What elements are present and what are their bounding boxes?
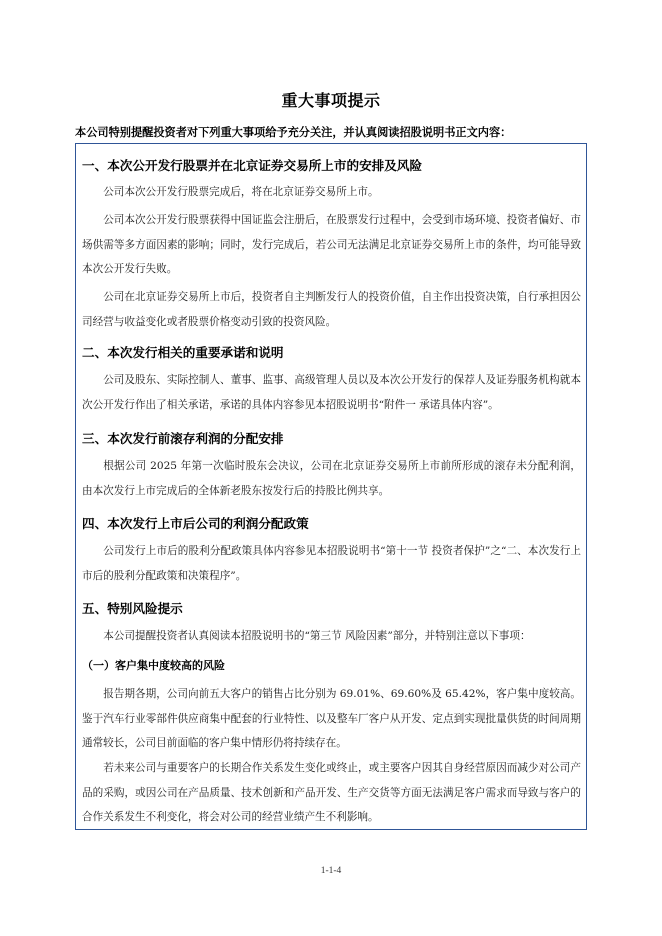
section-1-paragraph-1: 公司本次公开发行股票完成后，将在北京证券交易所上市。	[103, 186, 379, 198]
page-title: 重大事项提示	[281, 91, 381, 110]
section-3-paragraph-1: 根据公司 2025 年第一次临时股东会决议，公司在北京证券交易所上市前所形成的滚存未分配利润，由本次发行上市完成后的全体新老股东按发行后的持股比例共享。	[82, 460, 581, 497]
section-heading-5: 五、特别风险提示	[82, 601, 183, 616]
section-2-paragraph-1: 公司及股东、实际控制人、董事、监事、高级管理人员以及本次公开发行的保荐人及证券服务机构就本次公开发行作出了相关承诺，承诺的具体内容参见本招股说明书“附件一 承诺具体内容”。	[82, 374, 581, 411]
section-1-paragraph-2: 公司本次公开发行股票获得中国证监会注册后，在股票发行过程中，会受到市场环境、投资者偏好、市场供需等多方面因素的影响；同时，发行完成后，若公司无法满足北京证券交易所上市的条件，均可能导致本次公开发行失败。	[82, 214, 581, 276]
section-heading-4: 四、本次发行上市后公司的利润分配政策	[82, 516, 309, 531]
page-number: 1-1-4	[320, 866, 342, 876]
section-5-paragraph-1: 本公司提醒投资者认真阅读本招股说明书的“第三节 风险因素”部分，并特别注意以下事项：	[103, 630, 531, 642]
section-heading-3: 三、本次发行前滚存利润的分配安排	[82, 431, 284, 446]
section-heading-2: 二、本次发行相关的重要承诺和说明	[82, 345, 284, 360]
section-4-paragraph-1: 公司发行上市后的股利分配政策具体内容参见本招股说明书“第十一节 投资者保护”之“二、本次发行上市后的股利分配政策和决策程序”。	[82, 545, 581, 582]
subsection-paragraph-1: 报告期各期，公司向前五大客户的销售占比分别为 69.01%、69.60%及 65.42%，客户集中度较高。鉴于汽车行业零部件供应商集中配套的行业特性、以及整车厂客户从开发、定点到实现批量供货的时间周期通常较长，公司目前面临的客户集中情形仍将持续存在。	[82, 688, 581, 750]
intro-statement: 本公司特别提醒投资者对下列重大事项给予充分关注，并认真阅读招股说明书正文内容：	[75, 126, 512, 139]
section-1-paragraph-3: 公司在北京证券交易所上市后，投资者自主判断发行人的投资价值，自主作出投资决策，自行承担因公司经营与收益变化或者股票价格变动引致的投资风险。	[82, 291, 581, 328]
section-heading-1: 一、本次公开发行股票并在北京证券交易所上市的安排及风险	[82, 158, 423, 173]
notice-box	[75, 143, 587, 830]
subsection-heading-customer-concentration: （一）客户集中度较高的风险	[82, 659, 225, 672]
subsection-paragraph-2: 若未来公司与重要客户的长期合作关系发生变化或终止，或主要客户因其自身经营原因而减少对公司产品的采购，或因公司在产品质量、技术创新和产品开发、生产交货等方面无法满足客户需求而导致与客户的合作关系发生不利变化，将会对公司的经营业绩产生不利影响。	[82, 762, 581, 824]
